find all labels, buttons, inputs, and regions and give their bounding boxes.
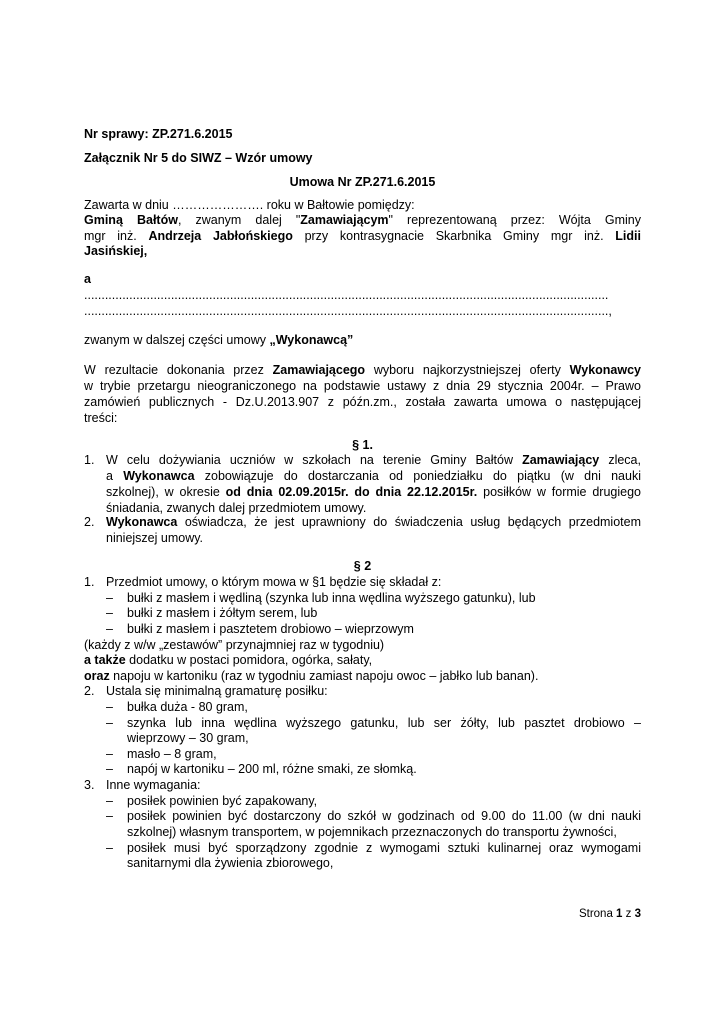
parties-line-2: mgr inż. Andrzeja Jabłońskiego przy kontrasygnacie Skarbnika Gminy mgr inż. Lidii bbox=[84, 229, 641, 243]
total-pages: 3 bbox=[634, 908, 641, 920]
parties-intro: Zawarta w dniu …………………. roku w Bałtowie pomiędzy: bbox=[84, 198, 415, 212]
s1-item-2-number: 2. bbox=[84, 515, 95, 529]
and-label: a bbox=[84, 272, 91, 286]
parties-line-1: Gminą Bałtów, zwanym dalej "Zamawiającym" reprezentowaną przez: Wójta Gminy bbox=[84, 213, 641, 227]
case-number: Nr sprawy: ZP.271.6.2015 bbox=[84, 127, 233, 141]
s2-set-2: bułki z masłem i żółtym serem, lub bbox=[127, 606, 318, 620]
bullet-dash: – bbox=[106, 700, 113, 714]
current-page-number: 1 bbox=[616, 908, 623, 920]
s2-req-3-line-2: sanitarnymi dla żywienia zbiorowego, bbox=[127, 856, 334, 870]
s2-drink: oraz napoju w kartoniku (raz w tygodniu zamiast napoju owoc – jabłko lub banan). bbox=[84, 669, 539, 683]
contract-title: Umowa Nr ZP.271.6.2015 bbox=[289, 175, 436, 189]
s1-item-1-line-4: śniadania, zwanych dalej przedmiotem umowy. bbox=[106, 501, 367, 515]
wojt-name: Andrzeja Jabłońskiego bbox=[148, 229, 293, 243]
section-2-title: § 2 bbox=[353, 559, 372, 573]
s2-item-3-number: 3. bbox=[84, 778, 95, 792]
bullet-dash: – bbox=[106, 794, 113, 808]
s2-weight-2-line-1: szynka lub inna wędlina wyższego gatunku, lub ser żółty, lub pasztet drobiowo – bbox=[127, 716, 641, 730]
bullet-dash: – bbox=[106, 716, 113, 730]
s1-item-1-line-3: szkolnej), w okresie od dnia 02.09.2015r. do dnia 22.12.2015r. posiłków w formie drugiego bbox=[106, 485, 641, 499]
contractor-dots-2: ......................................................................................................................................................., bbox=[84, 304, 612, 318]
contractor-dots-1: ....................................................................................................................................................... bbox=[84, 288, 609, 302]
s2-item-2-text: Ustala się minimalną gramaturę posiłku: bbox=[106, 684, 328, 698]
bullet-dash: – bbox=[106, 591, 113, 605]
s1-item-1-line-1: W celu dożywiania uczniów w szkołach na terenie Gminy Bałtów Zamawiający zleca, bbox=[106, 453, 641, 467]
s2-each-note: (każdy z w/w „zestawów” przynajmniej raz w tygodniu) bbox=[84, 638, 385, 652]
bullet-dash: – bbox=[106, 841, 113, 855]
skarbnik-name: Jasińskiej, bbox=[84, 244, 148, 258]
s2-item-3-text: Inne wymagania: bbox=[106, 778, 201, 792]
s2-weight-4: napój w kartoniku – 200 ml, różne smaki, ze słomką. bbox=[127, 762, 417, 776]
preamble-line-2: w trybie przetargu nieograniczonego na podstawie ustawy z dnia 29 stycznia 2004r. – Prawo bbox=[84, 379, 641, 393]
s1-item-1-number: 1. bbox=[84, 453, 95, 467]
s2-weight-1: bułka duża - 80 gram, bbox=[127, 700, 248, 714]
s2-addition: a także dodatku w postaci pomidora, ogórka, sałaty, bbox=[84, 653, 373, 667]
s2-item-2-number: 2. bbox=[84, 684, 95, 698]
bullet-dash: – bbox=[106, 606, 113, 620]
gmina-name: Gminą Bałtów bbox=[84, 213, 178, 227]
s2-weight-2-line-2: wieprzowy – 30 gram, bbox=[127, 731, 249, 745]
section-1-title: § 1. bbox=[352, 438, 373, 452]
bullet-dash: – bbox=[106, 809, 113, 823]
preamble-line-4: treści: bbox=[84, 411, 118, 425]
s2-req-2-line-2: szkolnej) własnym transportem, w pojemnikach przeznaczonych do transportu żywności, bbox=[127, 825, 617, 839]
preamble-line-1: W rezultacie dokonania przez Zamawiającego wyboru najkorzystniejszej oferty Wykonawcy bbox=[84, 363, 641, 377]
contractor-definition: zwanym w dalszej części umowy „Wykonawcą” bbox=[84, 333, 354, 347]
attachment-title: Załącznik Nr 5 do SIWZ – Wzór umowy bbox=[84, 151, 313, 165]
s2-req-2-line-1: posiłek powinien być dostarczony do szkół w godzinach od 9.00 do 11.00 (w dni nauki bbox=[127, 809, 641, 823]
s2-set-1: bułki z masłem i wędliną (szynka lub inna wędlina wyższego gatunku), lub bbox=[127, 591, 536, 605]
s2-set-3: bułki z masłem i pasztetem drobiowo – wieprzowym bbox=[127, 622, 414, 636]
page-footer: Strona 1 z 3 bbox=[578, 908, 641, 920]
s2-item-1-number: 1. bbox=[84, 575, 95, 589]
bullet-dash: – bbox=[106, 762, 113, 776]
preamble-line-3: zamówień publicznych - Dz.U.2013.907 z późn.zm., została zawarta umowa o następującej bbox=[84, 395, 641, 409]
bullet-dash: – bbox=[106, 747, 113, 761]
bullet-dash: – bbox=[106, 622, 113, 636]
s1-item-2-line-2: niniejszej umowy. bbox=[106, 531, 204, 545]
s2-item-1-text: Przedmiot umowy, o którym mowa w §1 będzie się składał z: bbox=[106, 575, 442, 589]
s2-weight-3: masło – 8 gram, bbox=[127, 747, 217, 761]
s2-req-3-line-1: posiłek musi być sporządzony zgodnie z wymogami sztuki kulinarnej oraz wymogami bbox=[127, 841, 641, 855]
s2-req-1: posiłek powinien być zapakowany, bbox=[127, 794, 318, 808]
s1-item-2-line-1: Wykonawca oświadcza, że jest uprawniony do świadczenia usług będących przedmiotem bbox=[106, 515, 641, 529]
s1-item-1-line-2: a Wykonawca zobowiązuje do dostarczania od poniedziałku do piątku (w dni nauki bbox=[106, 469, 641, 483]
zamawiajacy-term: Zamawiającym bbox=[300, 213, 389, 227]
